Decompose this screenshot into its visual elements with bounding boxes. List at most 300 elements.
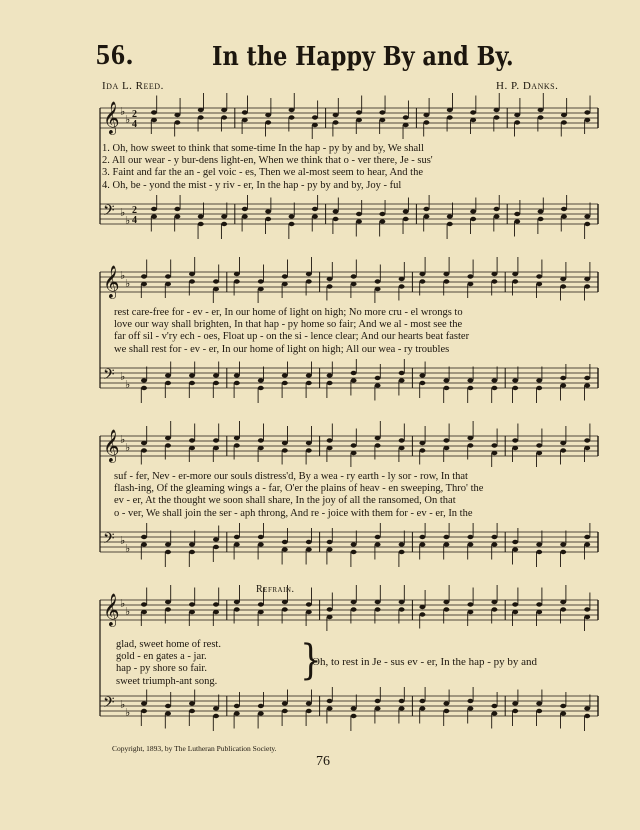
note-head — [584, 542, 590, 546]
note-head — [560, 542, 566, 546]
note-head — [423, 113, 429, 117]
note-head — [399, 446, 405, 450]
note-head — [584, 535, 590, 539]
note-head — [174, 207, 180, 211]
note-head — [443, 701, 449, 705]
note-head — [234, 436, 240, 440]
refrain-label: Refrain. — [256, 584, 295, 595]
note-head — [356, 212, 362, 216]
note-head — [512, 610, 518, 614]
bass-clef-icon: 𝄢 — [103, 202, 115, 223]
note-head — [174, 113, 180, 117]
note-head — [561, 214, 567, 218]
note-head — [375, 383, 381, 387]
flat-icon: ♭ — [125, 277, 131, 290]
lyric-line: 1. Oh, how sweet to think that some-time In the hap - py by and by, We shall — [102, 143, 424, 154]
note-head — [327, 284, 333, 288]
note-head — [399, 438, 405, 442]
note-head — [467, 282, 473, 286]
note-head — [536, 451, 542, 455]
note-head — [141, 282, 147, 286]
note-head — [306, 272, 312, 276]
note-head — [491, 711, 497, 715]
note-head — [584, 222, 590, 226]
note-head — [242, 214, 248, 218]
lyric-line: flash-ing, Of the gleaming wings a - far, O'er the plains of heav - en sweeping, Thro' the — [114, 483, 484, 495]
note-head — [189, 446, 195, 450]
note-head — [213, 279, 219, 283]
note-head — [494, 108, 500, 112]
note-head — [536, 282, 542, 286]
flat-icon: ♭ — [125, 706, 131, 719]
note-head — [538, 217, 544, 221]
note-head — [443, 272, 449, 276]
note-head — [165, 542, 171, 546]
note-head — [327, 540, 333, 544]
note-head — [258, 386, 264, 390]
note-head — [234, 279, 240, 283]
time-signature-bottom: 4 — [132, 119, 137, 130]
note-head — [258, 378, 264, 382]
note-head — [419, 381, 425, 385]
note-head — [470, 110, 476, 114]
note-head — [561, 120, 567, 124]
note-head — [419, 706, 425, 710]
note-head — [258, 438, 264, 442]
note-head — [419, 535, 425, 539]
note-head — [447, 108, 453, 112]
note-head — [584, 607, 590, 611]
note-head — [536, 550, 542, 554]
note-head — [282, 701, 288, 705]
note-head — [423, 207, 429, 211]
note-head — [234, 272, 240, 276]
note-head — [351, 600, 357, 604]
note-head — [189, 438, 195, 442]
note-head — [512, 540, 518, 544]
note-head — [491, 600, 497, 604]
note-head — [443, 607, 449, 611]
note-head — [141, 602, 147, 606]
note-head — [491, 704, 497, 708]
note-head — [189, 279, 195, 283]
note-head — [213, 610, 219, 614]
lyric-line: sweet triumph-ant song. — [116, 675, 218, 687]
note-head — [494, 207, 500, 211]
note-head — [491, 451, 497, 455]
note-head — [189, 701, 195, 705]
note-head — [234, 600, 240, 604]
note-head — [538, 115, 544, 119]
note-head — [198, 115, 204, 119]
note-head — [141, 610, 147, 614]
note-head — [306, 448, 312, 452]
flat-icon: ♭ — [125, 214, 131, 227]
note-head — [306, 441, 312, 445]
time-signature-top: 2 — [132, 109, 137, 120]
note-head — [333, 113, 339, 117]
note-head — [141, 535, 147, 539]
note-head — [399, 706, 405, 710]
note-head — [351, 274, 357, 278]
flat-icon: ♭ — [125, 605, 131, 618]
note-head — [289, 115, 295, 119]
note-head — [234, 542, 240, 546]
treble-clef-icon: 𝄞 — [103, 265, 120, 298]
note-head — [375, 607, 381, 611]
note-head — [221, 108, 227, 112]
note-head — [327, 607, 333, 611]
note-head — [584, 615, 590, 619]
note-head — [351, 378, 357, 382]
lyric-line: 4. Oh, be - yond the mist - y riv - er, In the hap - py by and by, Joy - ful — [102, 179, 402, 191]
note-head — [467, 386, 473, 390]
note-head — [443, 438, 449, 442]
note-head — [327, 277, 333, 281]
note-head — [375, 376, 381, 380]
note-head — [467, 706, 473, 710]
note-head — [351, 282, 357, 286]
note-head — [538, 108, 544, 112]
note-head — [189, 542, 195, 546]
note-head — [151, 110, 157, 114]
note-head — [443, 386, 449, 390]
note-head — [306, 373, 312, 377]
treble-clef-icon: 𝄞 — [103, 593, 120, 626]
note-head — [265, 209, 271, 213]
note-head — [379, 212, 385, 216]
note-head — [213, 446, 219, 450]
note-head — [584, 118, 590, 122]
note-head — [312, 115, 318, 119]
note-head — [467, 378, 473, 382]
note-head — [165, 373, 171, 377]
note-head — [282, 381, 288, 385]
note-head — [399, 371, 405, 375]
note-head — [258, 610, 264, 614]
note-head — [379, 118, 385, 122]
note-head — [234, 704, 240, 708]
note-head — [403, 123, 409, 127]
note-head — [258, 602, 264, 606]
note-head — [327, 438, 333, 442]
note-head — [560, 448, 566, 452]
note-head — [447, 214, 453, 218]
note-head — [584, 277, 590, 281]
note-head — [327, 373, 333, 377]
note-head — [514, 120, 520, 124]
note-head — [467, 436, 473, 440]
bass-clef-icon: 𝄢 — [103, 694, 115, 715]
hymn-number: 56. — [96, 40, 134, 71]
note-head — [375, 600, 381, 604]
flat-icon: ♭ — [120, 206, 126, 219]
note-head — [242, 110, 248, 114]
note-head — [560, 376, 566, 380]
note-head — [282, 373, 288, 377]
note-head — [213, 438, 219, 442]
note-head — [443, 709, 449, 713]
note-head — [536, 610, 542, 614]
note-head — [536, 701, 542, 705]
note-head — [584, 446, 590, 450]
flat-icon: ♭ — [125, 113, 131, 126]
note-head — [467, 535, 473, 539]
note-head — [491, 272, 497, 276]
flat-icon: ♭ — [120, 269, 126, 282]
note-head — [399, 550, 405, 554]
note-head — [282, 540, 288, 544]
note-head — [327, 699, 333, 703]
note-head — [221, 222, 227, 226]
note-head — [351, 371, 357, 375]
note-head — [306, 279, 312, 283]
note-head — [561, 113, 567, 117]
note-head — [306, 540, 312, 544]
note-head — [333, 120, 339, 124]
note-head — [312, 214, 318, 218]
note-head — [447, 222, 453, 226]
note-head — [419, 373, 425, 377]
note-head — [491, 378, 497, 382]
bass-clef-icon: 𝄢 — [103, 366, 115, 387]
note-head — [536, 386, 542, 390]
lyric-line: gold - en gates a - jar. — [116, 651, 207, 663]
note-head — [351, 451, 357, 455]
note-head — [512, 701, 518, 705]
note-head — [584, 438, 590, 442]
note-head — [289, 214, 295, 218]
note-head — [242, 207, 248, 211]
note-head — [538, 209, 544, 213]
note-head — [512, 438, 518, 442]
note-head — [443, 446, 449, 450]
note-head — [351, 550, 357, 554]
note-head — [306, 381, 312, 385]
note-head — [312, 207, 318, 211]
note-head — [189, 709, 195, 713]
note-head — [443, 542, 449, 546]
note-head — [447, 115, 453, 119]
note-head — [560, 711, 566, 715]
note-head — [467, 610, 473, 614]
note-head — [560, 383, 566, 387]
note-head — [151, 207, 157, 211]
flat-icon: ♭ — [120, 534, 126, 547]
note-head — [165, 443, 171, 447]
note-head — [189, 272, 195, 276]
lyric-line: ev - er, At the thought we soon shall share, In the joy of all the ransomed, On that — [114, 495, 456, 507]
note-head — [258, 446, 264, 450]
note-head — [560, 284, 566, 288]
note-head — [560, 277, 566, 281]
note-head — [282, 274, 288, 278]
note-head — [356, 219, 362, 223]
note-head — [467, 699, 473, 703]
note-head — [536, 602, 542, 606]
note-head — [265, 217, 271, 221]
note-head — [282, 709, 288, 713]
note-head — [265, 113, 271, 117]
note-head — [491, 607, 497, 611]
treble-clef-icon: 𝄞 — [103, 429, 120, 462]
note-head — [141, 441, 147, 445]
note-head — [514, 113, 520, 117]
note-head — [494, 115, 500, 119]
note-head — [213, 373, 219, 377]
lyric-line: o - ver, We shall join the ser - aph throng, And re - joice with them for - ev - er, In the — [114, 507, 473, 519]
note-head — [491, 386, 497, 390]
note-head — [375, 706, 381, 710]
note-head — [584, 376, 590, 380]
lyric-line: suf - fer, Nev - er-more our souls distress'd, By a wea - ry earth - ly sor - row, In that — [114, 471, 468, 482]
note-head — [491, 535, 497, 539]
note-head — [375, 436, 381, 440]
note-head — [467, 274, 473, 278]
note-head — [306, 701, 312, 705]
note-head — [234, 443, 240, 447]
note-head — [165, 600, 171, 604]
note-head — [399, 699, 405, 703]
note-head — [356, 110, 362, 114]
lyrics-system-4 — [116, 639, 221, 688]
lyric-line: we shall rest for - ev - er, In our home of light on high; All our wea - ry troubles — [114, 343, 450, 355]
note-head — [584, 110, 590, 114]
note-head — [470, 209, 476, 213]
note-head — [282, 448, 288, 452]
note-head — [258, 542, 264, 546]
note-head — [351, 714, 357, 718]
note-head — [333, 217, 339, 221]
note-head — [306, 610, 312, 614]
note-head — [258, 535, 264, 539]
note-head — [443, 378, 449, 382]
note-head — [282, 600, 288, 604]
note-head — [399, 277, 405, 281]
note-head — [151, 118, 157, 122]
note-head — [375, 287, 381, 291]
note-head — [419, 279, 425, 283]
note-head — [512, 602, 518, 606]
lyric-line: 2. All our wear - y bur-dens light-en, When we think that o - ver there, Je - sus' — [102, 155, 433, 167]
note-head — [512, 709, 518, 713]
note-head — [213, 714, 219, 718]
time-signature-bottom: 4 — [132, 215, 137, 226]
note-head — [165, 274, 171, 278]
note-head — [189, 610, 195, 614]
note-head — [560, 441, 566, 445]
note-head — [443, 600, 449, 604]
note-head — [327, 381, 333, 385]
note-head — [584, 284, 590, 288]
note-head — [423, 214, 429, 218]
note-head — [327, 446, 333, 450]
note-head — [165, 282, 171, 286]
note-head — [491, 279, 497, 283]
note-head — [282, 282, 288, 286]
note-head — [512, 386, 518, 390]
note-head — [351, 542, 357, 546]
note-head — [234, 607, 240, 611]
lyric-line: hap - py shore so fair. — [116, 663, 207, 675]
note-head — [213, 537, 219, 541]
note-head — [265, 120, 271, 124]
note-head — [356, 118, 362, 122]
note-head — [351, 443, 357, 447]
note-head — [141, 274, 147, 278]
lyric-line: far off sil - v'ry ech - oes, Float up - on the si - lence clear; And our hearts beat faster — [114, 331, 470, 343]
note-head — [379, 219, 385, 223]
note-head — [512, 446, 518, 450]
note-head — [467, 542, 473, 546]
note-head — [282, 547, 288, 551]
note-head — [289, 222, 295, 226]
note-head — [536, 443, 542, 447]
note-head — [165, 607, 171, 611]
note-head — [560, 704, 566, 708]
note-head — [423, 120, 429, 124]
note-head — [189, 381, 195, 385]
note-head — [221, 115, 227, 119]
note-head — [165, 704, 171, 708]
note-head — [282, 607, 288, 611]
note-head — [141, 378, 147, 382]
note-head — [399, 600, 405, 604]
note-head — [584, 714, 590, 718]
note-head — [165, 381, 171, 385]
note-head — [258, 711, 264, 715]
time-signature-top: 2 — [132, 205, 137, 216]
note-head — [174, 120, 180, 124]
note-head — [560, 607, 566, 611]
note-head — [467, 443, 473, 447]
note-head — [419, 612, 425, 616]
note-head — [494, 214, 500, 218]
note-head — [327, 615, 333, 619]
note-head — [258, 279, 264, 283]
note-head — [213, 545, 219, 549]
note-head — [375, 699, 381, 703]
note-head — [306, 709, 312, 713]
note-head — [141, 701, 147, 705]
note-head — [375, 535, 381, 539]
note-head — [419, 448, 425, 452]
lyrics-system-2 — [114, 307, 469, 356]
refrain-text: Oh, to rest in Je - sus ev - er, In the hap - py by and — [312, 656, 538, 668]
note-head — [584, 383, 590, 387]
lyricist-credit: Ida L. Reed. — [102, 80, 164, 92]
note-head — [327, 547, 333, 551]
note-head — [234, 381, 240, 385]
note-head — [242, 118, 248, 122]
note-head — [213, 287, 219, 291]
flat-icon: ♭ — [120, 597, 126, 610]
note-head — [213, 602, 219, 606]
note-head — [189, 550, 195, 554]
note-head — [234, 711, 240, 715]
note-head — [536, 378, 542, 382]
bass-clef-icon: 𝄢 — [103, 530, 115, 551]
note-head — [312, 123, 318, 127]
flat-icon: ♭ — [125, 542, 131, 555]
note-head — [198, 108, 204, 112]
note-head — [213, 381, 219, 385]
note-head — [561, 207, 567, 211]
note-head — [514, 219, 520, 223]
note-head — [560, 550, 566, 554]
note-head — [198, 214, 204, 218]
note-head — [536, 542, 542, 546]
